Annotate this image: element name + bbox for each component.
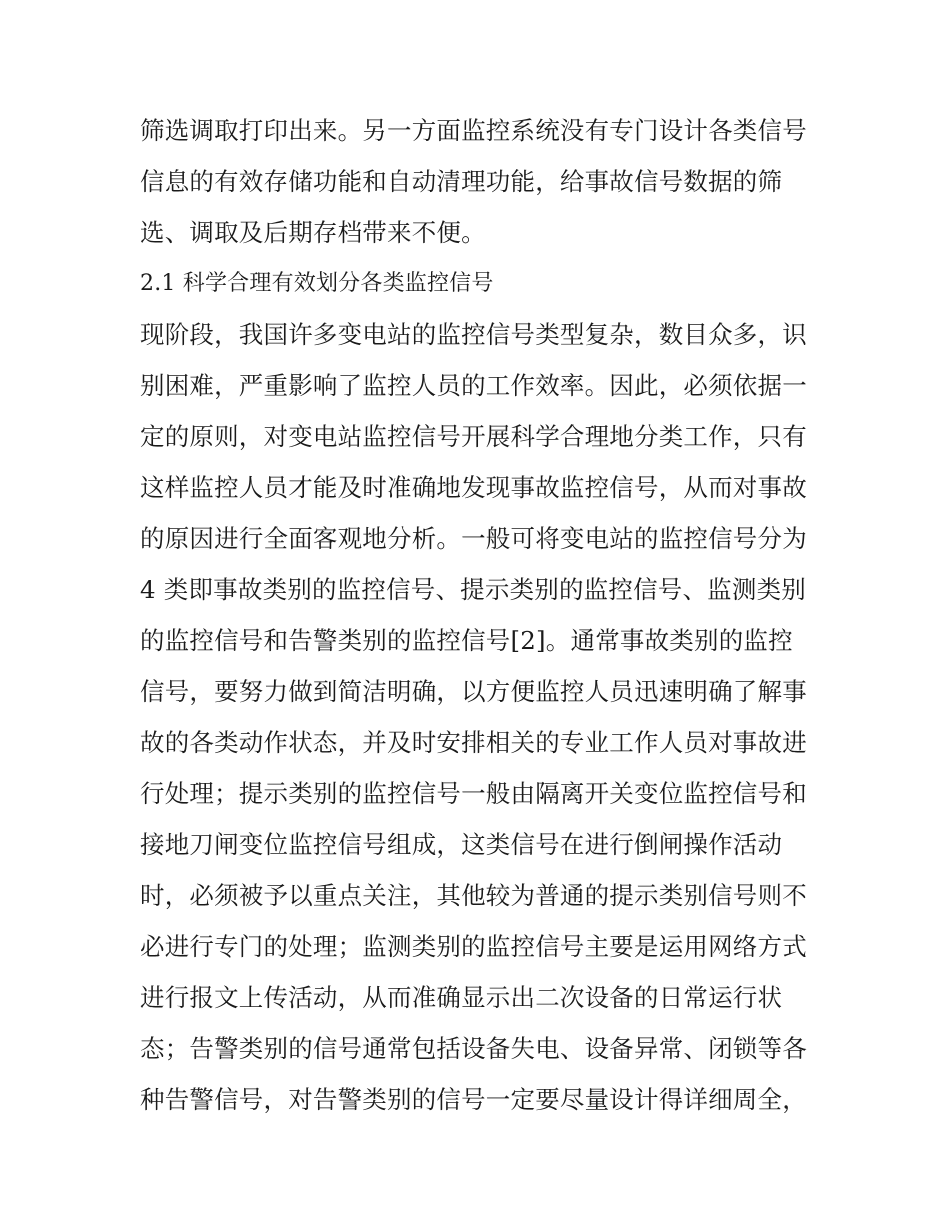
text-line: 故的各类动作状态，并及时安排相关的专业工作人员对事故进 [140,728,807,757]
paragraph-2 [140,309,820,1125]
section-heading: 2.1 科学合理有效划分各类监控信号 [140,271,494,296]
text-line: 4 类即事故类别的监控信号、提示类别的监控信号、监测类别 [140,575,806,604]
text-line: 这样监控人员才能及时准确地发现事故监控信号，从而对事故 [140,473,807,502]
text-line: 信息的有效存储功能和自动清理功能，给事故信号数据的筛 [140,167,783,196]
text-line: 选、调取及后期存档带来不便。 [140,218,486,247]
text-line: 别困难，严重影响了监控人员的工作效率。因此，必须依据一 [140,371,807,400]
text-line: 态；告警类别的信号通常包括设备失电、设备异常、闭锁等各 [140,1034,807,1063]
paragraph-1 [140,105,820,258]
text-line: 必进行专门的处理；监测类别的监控信号主要是运用网络方式 [140,932,807,961]
document-page [140,105,820,1125]
text-line: 行处理；提示类别的监控信号一般由隔离开关变位监控信号和 [140,779,807,808]
text-line: 筛选调取打印出来。另一方面监控系统没有专门设计各类信号 [140,116,807,145]
text-line: 时，必须被予以重点关注，其他较为普通的提示类别信号则不 [140,881,807,910]
text-line: 信号，要努力做到简洁明确，以方便监控人员迅速明确了解事 [140,677,807,706]
text-line: 进行报文上传活动，从而准确显示出二次设备的日常运行状 [140,983,783,1012]
text-line: 种告警信号，对告警类别的信号一定要尽量设计得详细周全， [140,1085,807,1114]
text-line: 接地刀闸变位监控信号组成，这类信号在进行倒闸操作活动 [140,830,783,859]
text-line: 现阶段，我国许多变电站的监控信号类型复杂，数目众多，识 [140,320,807,349]
text-line: 定的原则，对变电站监控信号开展科学合理地分类工作，只有 [140,422,807,451]
text-line: 的原因进行全面客观地分析。一般可将变电站的监控信号分为 [140,524,807,553]
text-line: 的监控信号和告警类别的监控信号[2]。通常事故类别的监控 [140,626,793,655]
